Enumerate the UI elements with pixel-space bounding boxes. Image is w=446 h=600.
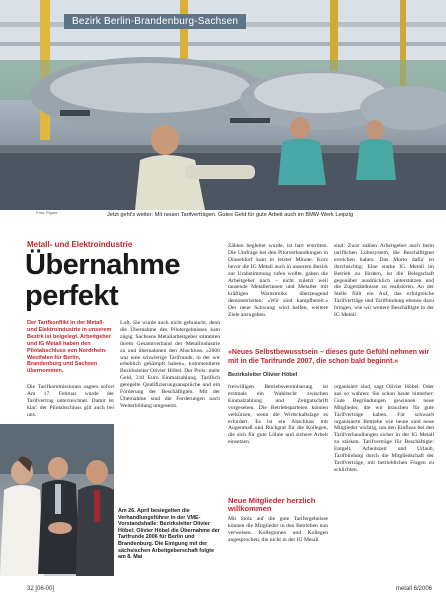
body-column-3: Zählen begleitet wurde, ist hart erstritten. Die Umfrage bei den Pilotverhandlungen in Düsseldorf kam in letzter Minute. Kurz bevor die IG Metall auch in unserem Bezirk zur Urabstimmung rufen wollte, gaben die Arbeitgeber nach – nicht zuletzt weil tausende Metallerinnen und Metaller mit kräftigen Warnstreiks überzeugend demonstrierten: »Wir sind kampfbereit.« Der neue Schwung wird helfen, weitere Ziele anzugehen. (228, 243, 328, 319)
region-tag: Bezirk Berlin-Brandenburg-Sachsen (64, 14, 246, 29)
body-column-5: freiwilligen Betriebsvereinbarung ist erstmals ein Wahlrecht zwischen Einmalzahlung und Zeitgutschrift vorgesehen. Die Betriebsparteien können verkürzen, wenn die Wirtschaftslage es erfordert. Es ist ein Abschluss mit Augenmaß und Rückgrat für die Kollegen, die sich für gute Löhne und sichere Arbeit einsetzen. (228, 384, 328, 446)
section-subhead: Neue Mitglieder herzlich willkommen (228, 496, 316, 514)
body-column-4: sind: Zwar zahlen Arbeitgeber auch beim tariflichen Lohnsystem, die Beschäftigten erreichen haben. Das Motto dafür ist durchsichtig: Eine starke IG Metall im Betrieb zu fördern, ist die Belegschaft gegenüber ausdrücklich unterstützen und die Zugeständnisse zu realisieren. An der Stelle füllt ein Auf, das erfolgreiche Tarifverträge und Tarifbindung ebenso dazu bringen, wie wir weitere Beschäftigte in der IG Metall (334, 243, 434, 319)
signing-illustration (0, 424, 114, 576)
headline-line-1: Übernahme (25, 249, 181, 281)
quote-author: Bezirksleiter Olivier Höbel (228, 372, 298, 378)
signing-photo (0, 424, 114, 576)
headline-line-2: perfekt (25, 280, 119, 312)
header-photo (0, 0, 446, 210)
signing-photo-caption: Am 26. April besiegelten die Verhandlungsführer in der VME-Vorstandshalle: Bezirksleiter Olivier Höbel: Olivier Höbel die Übernahme der Tarifrunde 2006 für Berlin und Brandenburg. Die Einigung mit der sächsischen Arbeitgeberschaft folgte am 8. Mai (118, 508, 220, 561)
magazine-issue: metall 6/2006 (395, 586, 432, 592)
pull-quote: »Neues Selbstbewusstsein – dieses gute Gefühl nehmen wir mit in die Tarifrunde 2007, die schon bald beginnt.« (228, 349, 430, 365)
photo-credit: Foto: Figure (36, 210, 58, 215)
article-lead: Der Tarifkonflikt in der Metall- und Elektroindustrie in unserem Bezirk ist beigelegt. Arbeitgeber und IG Metall haben den Pilotabschluss von Nordrhein-Westfalen für Berlin, Brandenburg und Sachsen übernommen. (27, 320, 112, 375)
article-kicker: Metall- und Elektroindustrie (27, 240, 133, 249)
page-number: 32 [06-00] (27, 586, 55, 592)
body-column-6: Mit Stolz auf die gute Tarifergebnisse können die Mitglieder in den Betrieben nun verweisen. Kolleginnen und Kollegen angesprochen, die nicht in der IG Metall (228, 516, 328, 543)
body-column-2: Luft. Sie wurde auch nicht gebraucht, denn die Übernahme des Pilotergebnisses kam zügig. Sachsens Metallarbeitgeber stimmten ihrem Gesamtverband der Metallindustrie zu und übernahmen den Abschluss. »2006 war eine schwierige Tarifrunde, in der wir erheblich gekämpft haben«, kommentierte Bezirksleiter Olivier Höbel. Der Preis: mehr Geld, 310 Euro Einmalzahlung. Tariflich geregelte Qualifizierungsansprüche und ein Förderung der Beschäftigten. Mit der Übernahme sind die Forderungen nach Weiterbildung umgesetzt. (120, 320, 220, 409)
factory-illustration (0, 0, 446, 210)
article-headline (25, 250, 225, 312)
header-photo-caption: Jetzt geht's weiter: Mit neuen Tarifverträgen. Gutes Geld für gute Arbeit auch im BMW-Werk Leipzig (107, 212, 354, 218)
body-column-1: Die Tarifkommissionen sagten sofort Am 17. Februar wurde der Tarifvertrag unterzeichnet. Damit ist klar: der Pilotabschluss gilt auch bei uns. (27, 384, 114, 418)
body-column-7: organisiert sind, sagt Olivier Höbel. Oder aus so wahren: Sie schon heute hinterher: Gute Begründungen gewinnen neue Mitglieder, die wir brauchen für gute Tarifverträge haben. Für schwach organisierte Betriebe wie heute sind neue Mitglieder wichtig, um den Einfluss bei den Tarifverhandlungen sicher in der IG Metall zu stärken. Tarifverträge für Beschäftigte: Entgelt, Arbeitszeit und Urlaub, Tarifbindung durch die Mitgliedschaft der Tarifverträge, mit betrieblichen Fragen zu schlichten. (334, 384, 434, 473)
